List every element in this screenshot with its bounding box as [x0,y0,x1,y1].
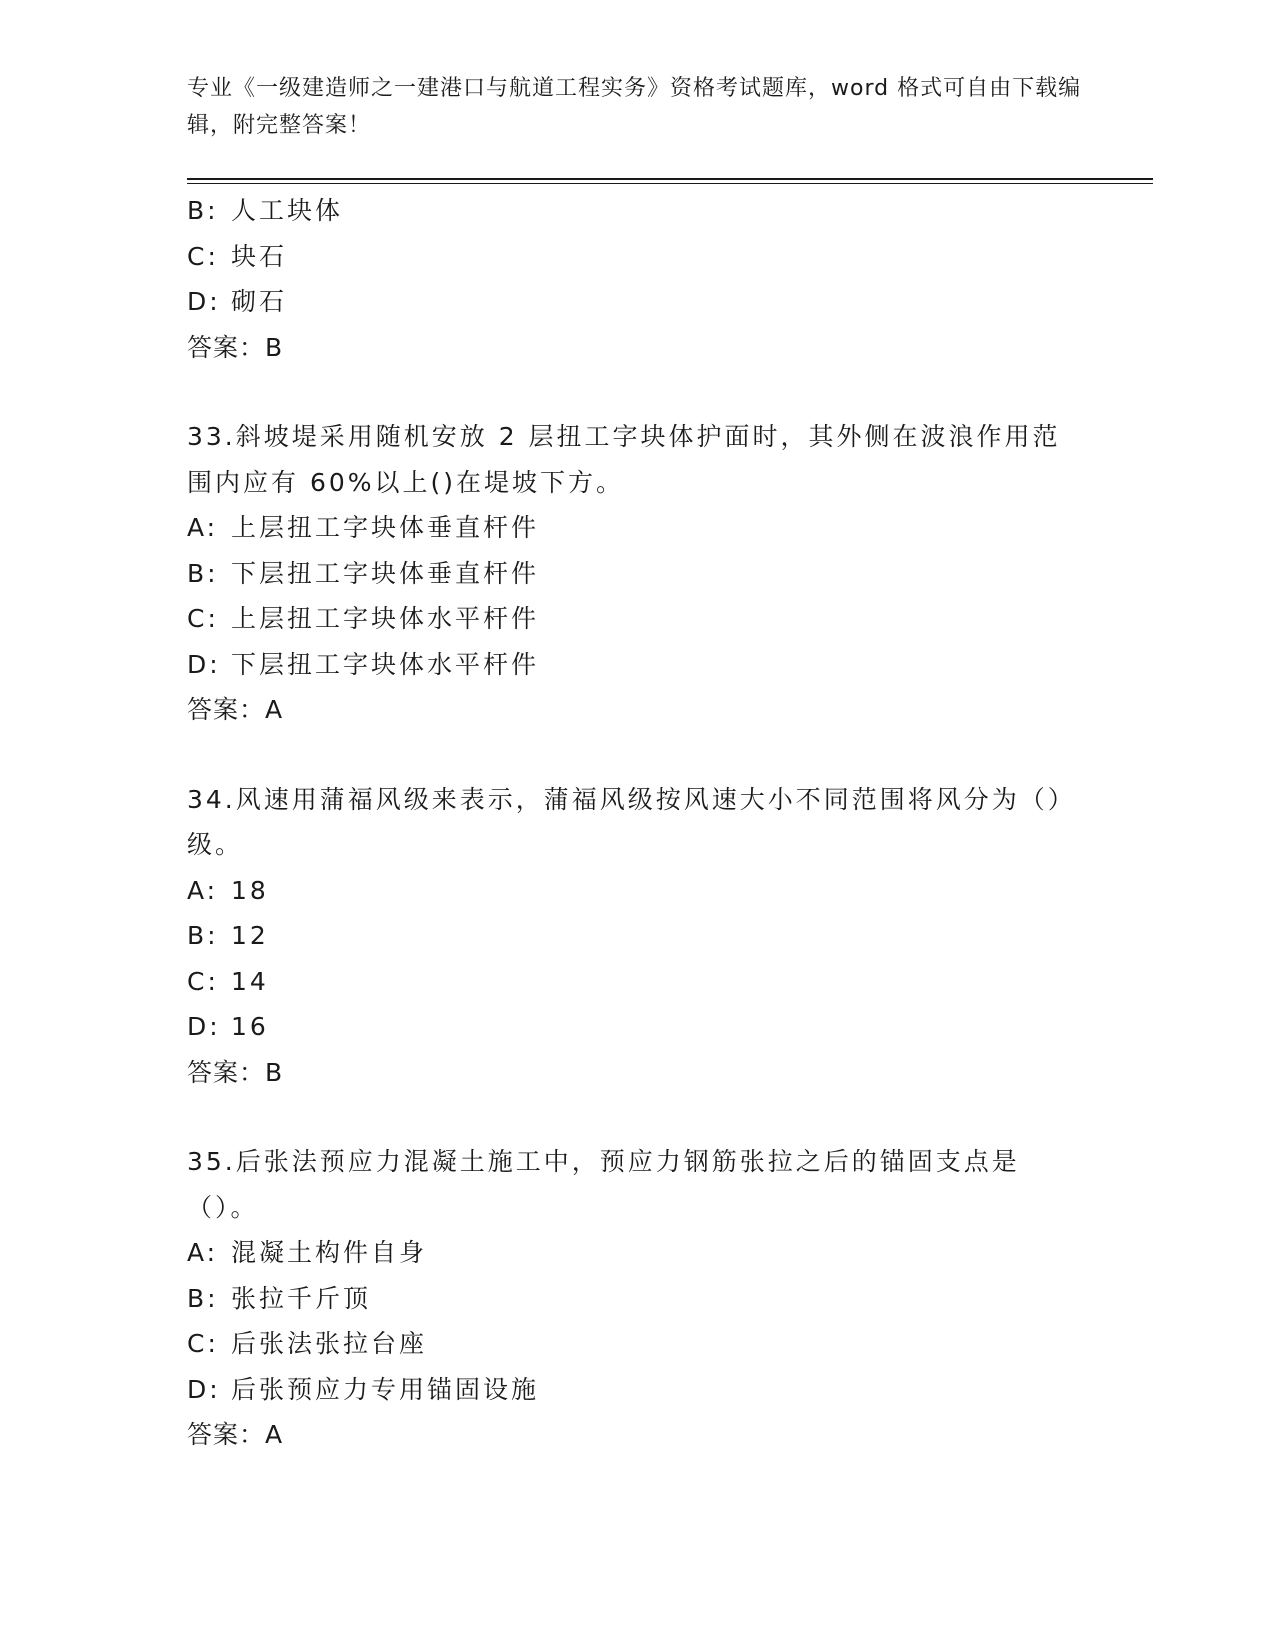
option-b: B: 12 [187,921,269,950]
question-gap [187,1095,1087,1139]
question-35 [187,1139,1087,1458]
header-divider-thick [187,178,1153,180]
document-header [187,70,1087,144]
question-list [187,188,1087,1458]
header-divider-thin [187,183,1153,184]
option-c: C: 块石 [187,241,288,271]
option-b: B: 人工块体 [187,196,344,225]
option-d: D: 后张预应力专用锚固设施 [187,1374,540,1404]
question-34 [187,777,1087,1096]
option-a: A: 18 [187,875,269,905]
option-a: A: 混凝土构件自身 [187,1238,428,1267]
option-d: D: 砌石 [187,287,288,316]
question-33 [187,414,1087,733]
option-b: B: 下层扭工字块体垂直杆件 [187,558,540,588]
option-c: C: 14 [187,966,269,996]
answer-line: 答案：B [187,1057,284,1087]
option-d: D: 下层扭工字块体水平杆件 [187,649,540,679]
question-gap [187,370,1087,414]
question-continued [187,188,1087,370]
question-stem: 33.斜坡堤采用随机安放 2 层扭工字块体护面时，其外侧在波浪作用范围内应有 60%以上()在堤坡下方。 [187,422,1061,497]
answer-line: 答案：A [187,1420,284,1449]
option-d: D: 16 [187,1012,269,1041]
option-c: C: 后张法张拉台座 [187,1329,428,1358]
option-c: C: 上层扭工字块体水平杆件 [187,604,540,633]
question-stem: 35.后张法预应力混凝土施工中，预应力钢筋张拉之后的锚固支点是（）。 [187,1147,1020,1222]
answer-line: 答案：A [187,695,284,724]
option-b: B: 张拉千斤顶 [187,1283,372,1313]
question-gap [187,733,1087,777]
question-stem: 34.风速用蒲福风级来表示，蒲福风级按风速大小不同范围将风分为（）级。 [187,784,1064,859]
header-text: 专业《一级建造师之一建港口与航道工程实务》资格考试题库，word 格式可自由下载编辑，附完整答案！ [187,76,1082,138]
option-a: A: 上层扭工字块体垂直杆件 [187,513,540,542]
answer-line: 答案：B [187,332,284,362]
